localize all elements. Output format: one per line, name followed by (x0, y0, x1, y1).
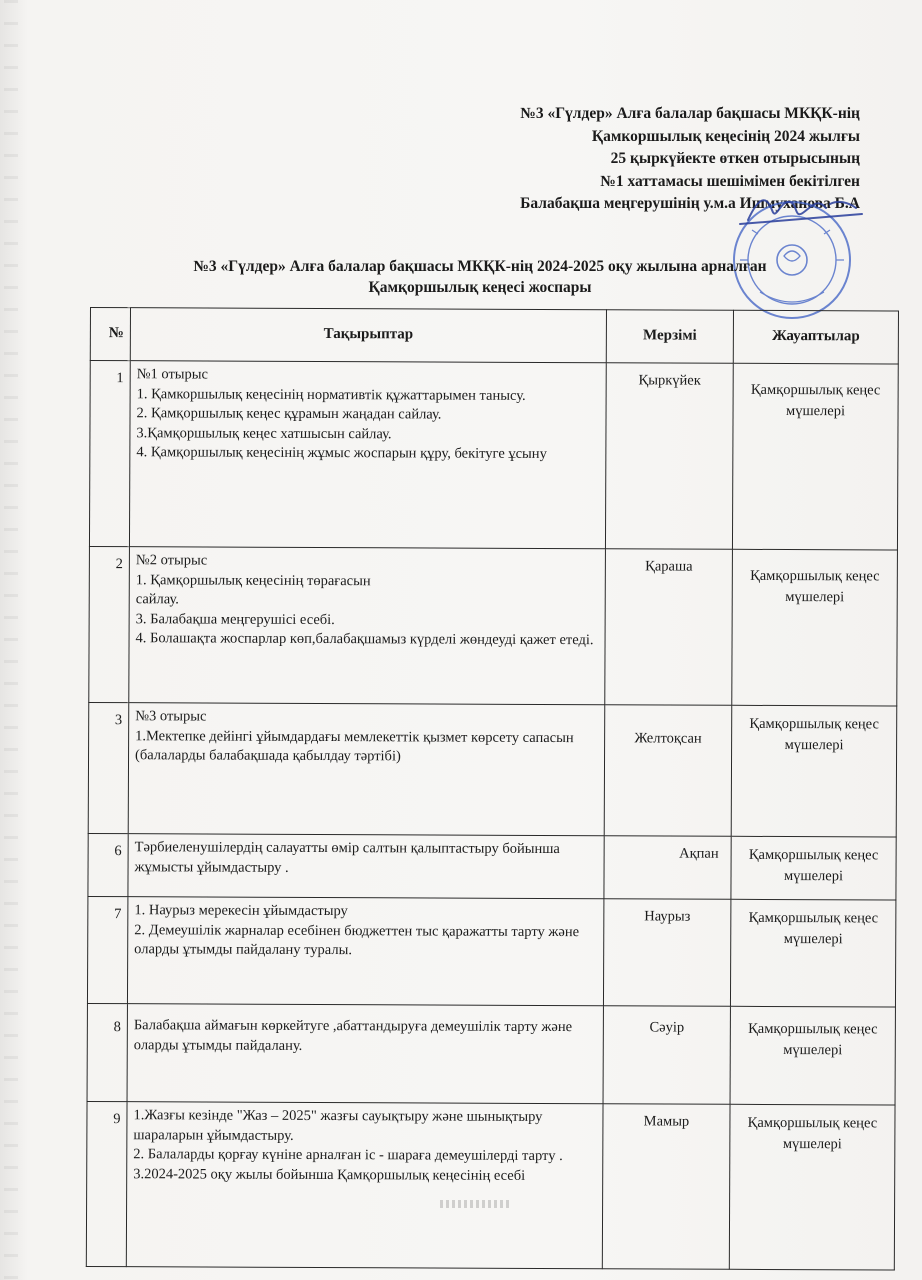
approval-line: №1 хаттамасы шешімімен бекітілген (600, 172, 860, 190)
row-responsible: Қамқоршылық кеңес мүшелері (732, 549, 898, 706)
row-topics (129, 547, 606, 705)
row-topics (129, 361, 606, 549)
topic-item: 1.Жазғы кезінде "Жаз – 2025" жазғы сауықтыру және шынықтыру шараларын ұйымдастыру. (133, 1107, 543, 1144)
topic-item: 3. Балабақша меңгерушісі есебі. (135, 610, 335, 628)
row-topics (128, 834, 604, 899)
row-number: 9 (86, 1101, 127, 1266)
row-number: 7 (87, 896, 127, 1003)
row-responsible: Қамқоршылық кеңес мүшелері (730, 899, 895, 1007)
header-date: Мерзімі (606, 310, 733, 364)
row-responsible: Қамқоршылық кеңес мүшелері (731, 705, 897, 837)
topic-item: 1.Мектепке дейінгі ұйымдардағы мемлекеттік қызмет көрсету сапасын (балаларды балабақшада қабылдау тәртібі) (135, 727, 574, 765)
row-number: 2 (89, 546, 130, 702)
approval-line: 25 қыркүйекте өткен отырысының (610, 150, 860, 167)
table-row (88, 833, 896, 900)
topic-item: 3.Қамқоршылық кеңес хатшысын сайлау. (136, 424, 392, 442)
row-responsible: Қамқоршылық кеңес мүшелері (730, 1006, 895, 1105)
row-topics (126, 1102, 603, 1269)
scan-smudge (440, 1200, 510, 1208)
approval-line: Қамкоршылық кеңесінің 2024 жылғы (591, 127, 860, 145)
row-date: Мамыр (602, 1104, 730, 1270)
row-topics (127, 1004, 603, 1104)
topic-item: Тәрбиеленушілердің салауатты өмір салтын қалыптастыру бойынша жұмысты ұйымдастыру . (134, 839, 560, 876)
row-topics (128, 703, 605, 836)
row-date: Қыркүйек (605, 363, 733, 550)
topic-item: сайлау. (135, 591, 179, 608)
header-topics: Тақырыптар (130, 308, 606, 363)
row-number: 6 (88, 833, 128, 896)
topic-item: 2. Қамқоршылық кеңес құрамын жаңадан сайлау. (136, 405, 442, 423)
header-number: № (90, 308, 130, 361)
handwritten-signature (738, 190, 868, 230)
row-date: Желтоқсан (604, 705, 732, 837)
plan-title (120, 256, 840, 298)
table-row (87, 1003, 895, 1105)
row-topics (127, 897, 603, 1006)
row-responsible: Қамқоршылық кеңес мүшелері (732, 363, 898, 550)
table-row (89, 361, 898, 551)
row-responsible: Қамқоршылық кеңес мүшелері (729, 1104, 895, 1270)
row-number: 3 (88, 702, 129, 833)
topic-item: 2. Демеушілік жарналар есебінен бюджеттен тыс қаражатты тарту және оларды ұтымды пайдалану туралы. (134, 921, 580, 959)
plan-table (86, 307, 899, 1271)
row-date: Наурыз (603, 899, 730, 1007)
topic-item: Балабақша аймағын көркейтуге ,абаттандыруға демеушілік тарту және оларды ұтымды пайдалану. (133, 1017, 573, 1054)
row-number: 8 (87, 1003, 127, 1101)
topic-item: 4. Болашақта жоспарлар көп,балабақшамыз күрделі жөндеуді қажет етеді. (135, 630, 594, 649)
topic-item: 2. Балаларды қорғау күніне арналған іс - шараға демеушілерді тарту . (133, 1146, 563, 1165)
topic-item: 3.2024-2025 оқу жылы бойынша Қамқоршылық кеңесінің есебі (133, 1165, 526, 1184)
topic-item: 1. Қамқоршылық кеңесінің төрағасын (135, 571, 371, 589)
approval-line: №3 «Гүлдер» Алға балалар бақшасы МКҚК-нің (520, 105, 860, 122)
topic-item: 1. Наурыз мерекесін ұйымдастыру (134, 902, 348, 920)
session-title: №2 отырыс (135, 552, 208, 569)
table-row (86, 1101, 895, 1270)
row-date: Ақпан (604, 836, 731, 900)
plan-title-line-2: Қамқоршылық кеңесі жоспары (368, 279, 592, 296)
scan-edge-marks (4, 0, 18, 1280)
session-title: №3 отырыс (135, 708, 207, 725)
session-title: №1 отырыс (136, 366, 209, 383)
topic-item: 1. Қамкоршылық кеңесінің нормативтік құжаттарымен танысу. (136, 385, 526, 404)
topic-item: 4. Қамқоршылық кеңесінің жұмыс жоспарын құру, бекітуге ұсыну (136, 444, 547, 462)
row-date: Қараша (605, 549, 733, 706)
approval-line: Балабақша меңгерушінің у.м.а Ишмуханова Б.А (520, 195, 860, 212)
header-responsible: Жауаптылар (733, 310, 898, 364)
table-row (87, 896, 895, 1007)
row-responsible: Қамқоршылық кеңес мүшелері (731, 836, 896, 900)
table-row (88, 702, 897, 837)
table-row (89, 546, 898, 706)
table-header-row (90, 308, 898, 365)
row-date: Сәуір (603, 1006, 730, 1105)
row-number: 1 (89, 361, 130, 547)
plan-title-line-1: №3 «Гүлдер» Алға балалар бақшасы МКҚК-нің 2024-2025 оқу жылына арналған (193, 258, 767, 275)
